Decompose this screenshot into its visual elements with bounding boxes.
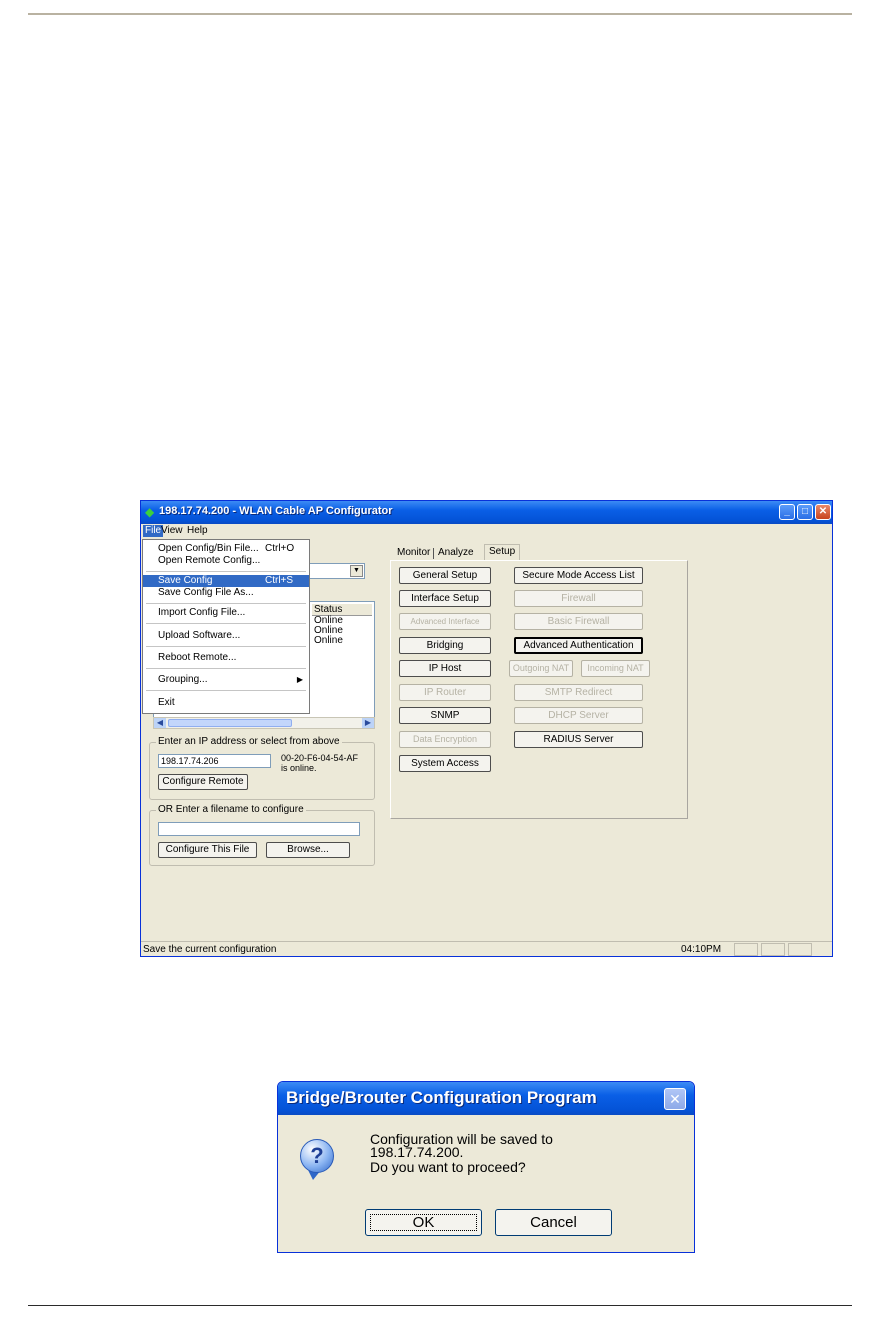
tab-analyze[interactable]: Analyze: [438, 547, 474, 558]
radius-server-button[interactable]: RADIUS Server: [514, 731, 643, 748]
dialog-message-line2: 198.17.74.200.: [370, 1144, 464, 1160]
dhcp-server-button[interactable]: DHCP Server: [514, 707, 643, 724]
ip-group-label: Enter an IP address or select from above: [158, 736, 340, 747]
device-status: Online: [314, 615, 343, 626]
submenu-arrow-icon: ▶: [296, 675, 303, 684]
menu-separator: [146, 646, 306, 647]
menu-item-reboot-remote[interactable]: [143, 652, 309, 664]
menu-file[interactable]: File: [145, 525, 162, 536]
menu-item-grouping[interactable]: [143, 674, 309, 686]
dialog-message-line3: Do you want to proceed?: [370, 1159, 526, 1175]
menu-item-upload-software[interactable]: [143, 630, 309, 642]
menu-separator: [146, 690, 306, 691]
dialog-title-bar[interactable]: [278, 1082, 694, 1115]
menu-item-open-remote-config[interactable]: [143, 555, 309, 567]
firewall-button[interactable]: Firewall: [514, 590, 643, 607]
menu-item-label: Open Config/Bin File...: [158, 543, 259, 554]
maximize-button[interactable]: □: [797, 504, 813, 520]
status-message: Save the current configuration: [143, 944, 277, 955]
question-icon: ?: [300, 1139, 334, 1173]
data-encryption-button[interactable]: Data Encryption: [399, 731, 491, 748]
menu-separator: [146, 623, 306, 624]
menu-item-label: Grouping...: [158, 674, 208, 685]
menu-item-open-config[interactable]: [143, 543, 309, 555]
interface-setup-button[interactable]: Interface Setup: [399, 590, 491, 607]
title-bar[interactable]: [141, 501, 832, 524]
smtp-redirect-button[interactable]: SMTP Redirect: [514, 684, 643, 701]
tab-monitor[interactable]: Monitor: [397, 547, 431, 558]
window-title: 198.17.74.200 - WLAN Cable AP Configurator: [159, 505, 393, 517]
ok-button-label: OK: [412, 1214, 435, 1231]
ip-address-input[interactable]: 198.17.74.206: [158, 754, 271, 768]
ok-button[interactable]: [365, 1209, 482, 1236]
advanced-authentication-button[interactable]: Advanced Authentication: [514, 637, 643, 654]
menu-item-shortcut: Ctrl+O: [265, 543, 295, 554]
configurator-window: [140, 500, 833, 957]
ip-address-group: [149, 736, 375, 800]
status-cell: [761, 943, 785, 956]
configure-file-button[interactable]: Configure This File: [158, 842, 257, 858]
menu-item-label: Exit: [158, 697, 175, 708]
close-button[interactable]: ✕: [815, 504, 831, 520]
configure-remote-button[interactable]: Configure Remote: [158, 774, 248, 790]
status-bar: [141, 941, 832, 957]
app-icon: ◆: [145, 505, 155, 519]
menu-separator: [146, 603, 306, 604]
status-column-header[interactable]: Status: [312, 604, 372, 616]
menu-item-label: Import Config File...: [158, 607, 246, 618]
bottom-rule: [28, 1305, 852, 1306]
chevron-down-icon[interactable]: ▼: [350, 565, 363, 577]
ip-host-button[interactable]: IP Host: [399, 660, 491, 677]
scroll-thumb[interactable]: [168, 719, 292, 727]
filename-group: [149, 804, 375, 866]
status-cell: [734, 943, 758, 956]
device-status: Online: [314, 635, 343, 646]
dialog-message-line1: Configuration will be saved to: [370, 1131, 553, 1147]
file-menu-dropdown: [142, 539, 310, 714]
status-cell: [788, 943, 812, 956]
menu-view[interactable]: View: [161, 525, 183, 536]
tab-setup[interactable]: Setup: [484, 544, 520, 561]
basic-firewall-button[interactable]: Basic Firewall: [514, 613, 643, 630]
dialog-title: Bridge/Brouter Configuration Program: [286, 1088, 597, 1107]
menu-separator: [146, 668, 306, 669]
menu-separator: [146, 571, 306, 572]
incoming-nat-button[interactable]: Incoming NAT: [581, 660, 650, 677]
menu-item-import-config[interactable]: [143, 607, 309, 619]
snmp-button[interactable]: SNMP: [399, 707, 491, 724]
scroll-left-icon[interactable]: ◀: [154, 718, 166, 728]
cancel-button[interactable]: Cancel: [495, 1209, 612, 1236]
device-status: Online: [314, 625, 343, 636]
menu-item-save-config-as[interactable]: [143, 587, 309, 599]
menu-help[interactable]: Help: [187, 525, 208, 536]
confirm-dialog: [277, 1081, 695, 1253]
menubar: [141, 524, 832, 538]
status-time: 04:10PM: [681, 944, 722, 955]
close-icon[interactable]: ✕: [664, 1088, 686, 1110]
bridging-button[interactable]: Bridging: [399, 637, 491, 654]
minimize-button[interactable]: _: [779, 504, 795, 520]
menu-item-label: Upload Software...: [158, 630, 241, 641]
tab-separator: [433, 548, 434, 559]
scroll-right-icon[interactable]: ▶: [362, 718, 374, 728]
filename-group-label: OR Enter a filename to configure: [158, 804, 304, 815]
menu-item-shortcut: Ctrl+S: [265, 575, 294, 586]
menu-item-label: Reboot Remote...: [158, 652, 237, 663]
menu-item-label: Save Config: [158, 575, 213, 586]
mac-status-text: 00-20-F6-04-54-AF is online.: [281, 753, 359, 773]
secure-mode-access-list-button[interactable]: Secure Mode Access List: [514, 567, 643, 584]
system-access-button[interactable]: System Access: [399, 755, 491, 772]
filename-input[interactable]: [158, 822, 360, 836]
advanced-interface-button[interactable]: Advanced Interface: [399, 613, 491, 630]
menu-item-label: Open Remote Config...: [158, 555, 261, 566]
focus-rect: [370, 1214, 477, 1231]
menu-item-exit[interactable]: [143, 697, 309, 709]
ip-router-button[interactable]: IP Router: [399, 684, 491, 701]
menu-item-save-config[interactable]: [143, 575, 309, 587]
horizontal-scrollbar[interactable]: [153, 717, 375, 729]
menu-item-label: Save Config File As...: [158, 587, 254, 598]
top-rule: [28, 13, 852, 15]
general-setup-button[interactable]: General Setup: [399, 567, 491, 584]
browse-button[interactable]: Browse...: [266, 842, 350, 858]
outgoing-nat-button[interactable]: Outgoing NAT: [509, 660, 573, 677]
